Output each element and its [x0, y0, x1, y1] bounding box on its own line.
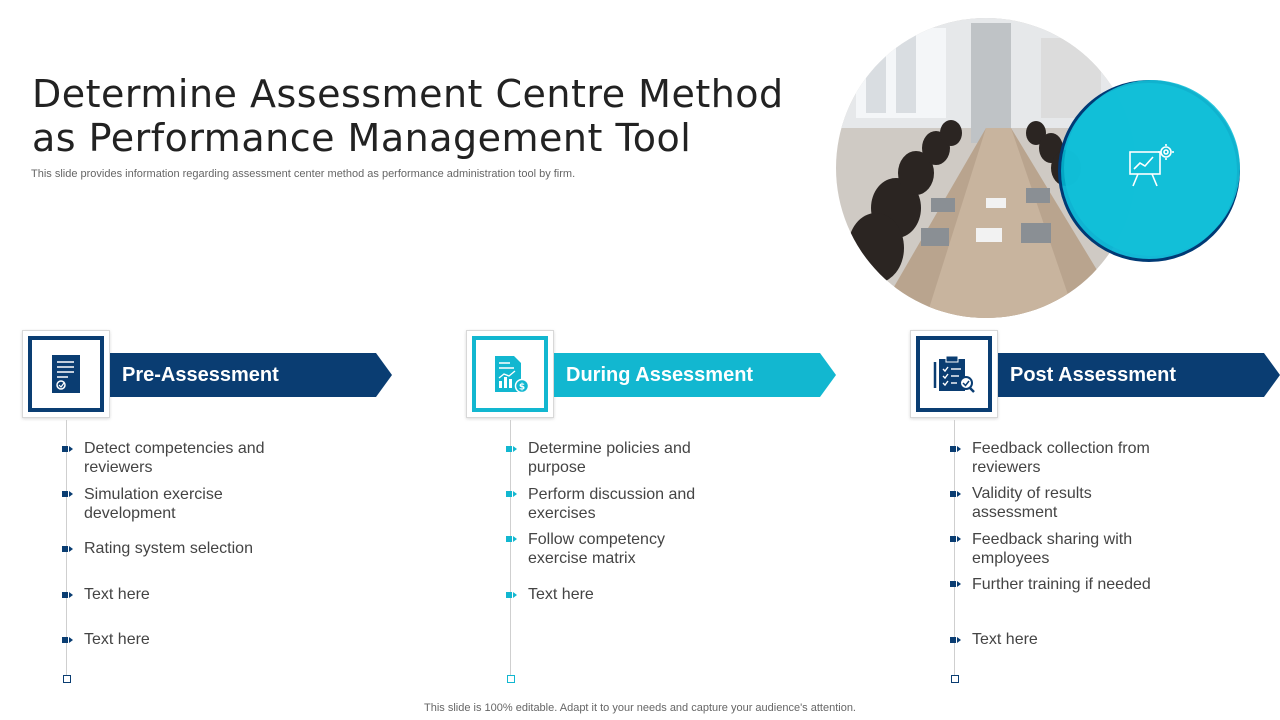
- page-title: Determine Assessment Centre Method as Performance Management Tool: [32, 72, 784, 160]
- bullet-marker: [506, 535, 518, 543]
- stage-title: Pre-Assessment: [122, 364, 279, 386]
- list-item: Validity of results assessment: [972, 485, 1092, 521]
- list-item: Feedback sharing with employees: [972, 531, 1133, 567]
- stage-icon-box: [466, 330, 554, 418]
- bullet-marker: [506, 490, 518, 498]
- list-item: Further training if needed: [972, 576, 1151, 593]
- list-item: Text here: [528, 586, 594, 603]
- stage-icon-box: [22, 330, 110, 418]
- timeline-end-marker: [63, 675, 71, 683]
- bullet-marker: [62, 445, 74, 453]
- list-item: Simulation exercise development: [84, 486, 223, 522]
- document-check-icon: [28, 336, 104, 412]
- bullet-marker: [950, 535, 962, 543]
- presentation-board-icon: [1126, 142, 1178, 194]
- bullet-marker: [506, 591, 518, 599]
- clipboard-checklist-icon: [916, 336, 992, 412]
- bullet-marker: [62, 490, 74, 498]
- list-item: Text here: [84, 631, 150, 648]
- bullet-marker: [62, 591, 74, 599]
- list-item: Text here: [84, 586, 150, 603]
- timeline-end-marker: [951, 675, 959, 683]
- list-item: Follow competency exercise matrix: [528, 531, 665, 567]
- list-item: Feedback collection from reviewers: [972, 440, 1150, 476]
- timeline-line: [510, 420, 511, 678]
- stage-title: During Assessment: [566, 364, 754, 386]
- list-item: Rating system selection: [84, 540, 253, 557]
- svg-text:$: $: [518, 382, 526, 393]
- list-item: Perform discussion and exercises: [528, 486, 696, 522]
- page-subtitle: This slide provides information regarding assessment center method as performance administration tool by firm.: [31, 168, 576, 180]
- bullet-marker: [950, 490, 962, 498]
- report-chart-dollar-icon: [472, 336, 548, 412]
- timeline-end-marker: [507, 675, 515, 683]
- bullet-marker: [62, 636, 74, 644]
- list-item: Text here: [972, 631, 1038, 648]
- bullet-marker: [950, 580, 962, 588]
- bullet-marker: [950, 636, 962, 644]
- list-item: Determine policies and purpose: [528, 440, 691, 476]
- bullet-marker: [950, 445, 962, 453]
- bullet-marker: [62, 545, 74, 553]
- list-item: Detect competencies and reviewers: [84, 440, 265, 476]
- stage-title: Post Assessment: [1010, 364, 1176, 386]
- footer-note: This slide is 100% editable. Adapt it to your needs and capture your audience's attention.: [424, 702, 856, 714]
- bullet-marker: [506, 445, 518, 453]
- stage-icon-box: [910, 330, 998, 418]
